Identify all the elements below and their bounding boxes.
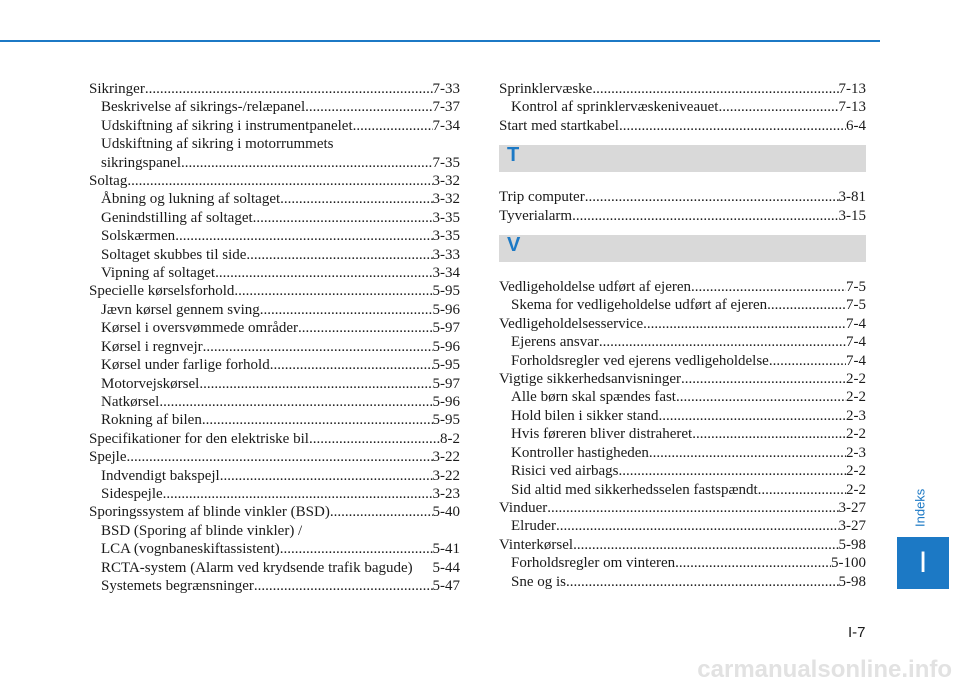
dot-leader: [769, 352, 846, 370]
index-entry-text: Natkørsel: [101, 393, 160, 410]
dot-leader: [202, 411, 433, 429]
index-entry[interactable]: [89, 282, 460, 300]
dot-leader: [270, 356, 433, 374]
index-subentry[interactable]: [499, 407, 866, 425]
index-subentry[interactable]: [89, 411, 460, 429]
dot-leader: [675, 554, 831, 572]
dot-leader: [330, 503, 433, 521]
index-page-ref[interactable]: 8-2: [440, 430, 460, 447]
index-group-t: [499, 188, 866, 225]
index-subentry[interactable]: [499, 481, 866, 499]
dot-leader: [572, 207, 838, 225]
index-entry[interactable]: [89, 503, 460, 521]
index-page-ref[interactable]: 3-34: [432, 265, 460, 282]
index-page-ref[interactable]: 3-22: [432, 467, 460, 484]
section-header-v: [499, 235, 866, 262]
index-subentry[interactable]: [89, 301, 460, 319]
index-entry-text: Vipning af soltaget: [101, 265, 216, 282]
index-entry-text: Solskærmen: [101, 228, 176, 245]
index-subentry[interactable]: [499, 554, 866, 572]
index-subentry[interactable]: [89, 117, 460, 135]
index-entry-text: Vinduer: [499, 499, 548, 516]
index-page-ref[interactable]: 5-96: [432, 338, 460, 355]
index-entry-text: sikringspanel: [101, 154, 181, 171]
dot-leader: [175, 227, 432, 245]
index-entry-text: LCA (vognbaneskiftassistent): [101, 541, 280, 558]
index-entry[interactable]: [499, 207, 866, 225]
dot-leader: [767, 296, 846, 314]
dot-leader: [181, 154, 433, 172]
index-entry-text: Sporingssystem af blinde vinkler (BSD): [89, 504, 330, 521]
index-page-ref[interactable]: 3-33: [432, 246, 460, 263]
index-entry-text: Specifikationer for den elektriske bil: [89, 430, 309, 447]
index-entry-text: Sid altid med sikkerhedsselen fastspændt: [511, 481, 758, 498]
index-page-ref[interactable]: 7-4: [846, 315, 866, 332]
index-page-ref[interactable]: 5-44: [432, 559, 460, 576]
dot-leader: [203, 338, 433, 356]
dot-leader: [234, 282, 432, 300]
watermark-text: carmanualsonline.info: [697, 656, 952, 683]
dot-leader: [592, 80, 838, 98]
index-entry-text: Kørsel i oversvømmede områder: [101, 320, 299, 337]
index-page-ref[interactable]: 7-4: [846, 352, 866, 369]
index-page-ref[interactable]: 5-98: [838, 573, 866, 590]
index-subentry[interactable]: [499, 425, 866, 443]
index-subentry[interactable]: [89, 135, 460, 153]
index-entry-text: Forholdsregler ved ejerens vedligeholdelse: [511, 352, 769, 369]
dot-leader: [163, 485, 433, 503]
index-entry[interactable]: [499, 80, 866, 98]
dot-leader: [718, 98, 838, 116]
index-page-ref[interactable]: 3-15: [838, 207, 866, 224]
index-entry-text: Sidespejle: [101, 485, 163, 502]
dot-leader: [658, 407, 846, 425]
index-entry[interactable]: [499, 370, 866, 388]
index-entry[interactable]: [89, 172, 460, 190]
index-page-ref[interactable]: 7-35: [432, 154, 460, 171]
index-page-ref[interactable]: 3-35: [432, 209, 460, 226]
index-page-ref[interactable]: 3-32: [432, 173, 460, 190]
dot-leader: [566, 573, 838, 591]
index-subentry[interactable]: [89, 375, 460, 393]
dot-leader: [145, 80, 433, 98]
index-entry-text: Systemets begrænsninger: [101, 577, 254, 594]
index-page-ref[interactable]: 3-27: [838, 499, 866, 516]
index-page-ref[interactable]: 3-81: [838, 189, 866, 206]
index-entry-text: Ejerens ansvar: [511, 334, 599, 351]
dot-leader: [215, 264, 432, 282]
dot-leader: [585, 188, 839, 206]
index-page-ref[interactable]: 5-97: [432, 375, 460, 392]
index-page-ref[interactable]: 2-2: [846, 463, 866, 480]
index-page-ref[interactable]: 2-2: [846, 389, 866, 406]
index-page-ref[interactable]: 7-4: [846, 334, 866, 351]
top-rule: [0, 40, 880, 42]
index-page-ref[interactable]: 2-3: [846, 444, 866, 461]
index-entry-text: Tyverialarm: [499, 207, 573, 224]
index-entry[interactable]: [499, 278, 866, 296]
index-subentry[interactable]: [89, 522, 460, 540]
index-entry-text: Kontrol af sprinklervæskeniveauet: [511, 99, 719, 116]
index-subentry[interactable]: [89, 393, 460, 411]
dot-leader: [643, 315, 846, 333]
index-subentry[interactable]: [89, 559, 460, 577]
index-entry-text: Risici ved airbags: [511, 463, 619, 480]
dot-leader: [199, 375, 432, 393]
index-subentry[interactable]: [89, 154, 460, 172]
dot-leader: [159, 393, 432, 411]
index-page-ref[interactable]: 5-96: [432, 301, 460, 318]
index-entry-text: Soltaget skubbes til side: [101, 246, 247, 263]
index-entry-text: Kørsel i regnvejr: [101, 338, 203, 355]
index-group-s-continued: [499, 80, 866, 135]
index-column-right: [499, 80, 866, 591]
index-page-ref[interactable]: 5-41: [432, 541, 460, 558]
index-page-ref[interactable]: 3-23: [432, 485, 460, 502]
index-page-ref[interactable]: 3-32: [432, 191, 460, 208]
index-subentry[interactable]: [89, 209, 460, 227]
index-subentry[interactable]: [89, 264, 460, 282]
section-letter-t: T: [507, 144, 520, 167]
dot-leader: [681, 370, 846, 388]
index-entry-text: Udskiftning af sikring i motorrummets: [101, 136, 334, 153]
index-page-ref[interactable]: 3-27: [838, 518, 866, 535]
index-entry-text: Skema for vedligeholdelse udført af ejeren: [511, 297, 768, 314]
dot-leader: [260, 301, 433, 319]
index-entry-text: Indvendigt bakspejl: [101, 467, 220, 484]
index-page-ref[interactable]: 5-40: [432, 504, 460, 521]
index-entry[interactable]: [499, 188, 866, 206]
index-subentry[interactable]: [499, 444, 866, 462]
index-subentry[interactable]: [499, 573, 866, 591]
index-subentry[interactable]: [89, 356, 460, 374]
index-page-ref[interactable]: 5-98: [838, 536, 866, 553]
index-subentry[interactable]: [89, 319, 460, 337]
index-entry-text: Specielle kørselsforhold: [89, 283, 235, 300]
dot-leader: [280, 540, 433, 558]
index-subentry[interactable]: [89, 338, 460, 356]
index-entry-text: Sne og is: [511, 573, 567, 590]
index-page-ref[interactable]: 5-95: [432, 357, 460, 374]
index-page-ref[interactable]: 5-47: [432, 577, 460, 594]
dot-leader: [547, 499, 838, 517]
index-entry-text: Kontroller hastigheden: [511, 444, 649, 461]
index-page-ref[interactable]: 5-96: [432, 393, 460, 410]
index-subentry[interactable]: [499, 388, 866, 406]
dot-leader: [298, 319, 432, 337]
index-page-ref[interactable]: 2-2: [846, 371, 866, 388]
dot-leader: [127, 172, 432, 190]
dot-leader: [692, 425, 846, 443]
index-entry-text: BSD (Sporing af blinde vinkler) /: [101, 522, 303, 539]
dot-leader: [556, 517, 839, 535]
dot-leader: [573, 536, 838, 554]
index-subentry[interactable]: [89, 227, 460, 245]
index-subentry[interactable]: [89, 540, 460, 558]
index-entry[interactable]: [499, 536, 866, 554]
dot-leader: [618, 462, 846, 480]
dot-leader: [649, 444, 846, 462]
index-page-ref[interactable]: 2-2: [846, 426, 866, 443]
section-letter-v: V: [507, 234, 521, 257]
section-header-t: [499, 145, 866, 172]
index-entry-text: Vedligeholdelsesservice: [499, 315, 644, 332]
dot-leader: [619, 117, 846, 135]
index-subentry[interactable]: [89, 98, 460, 116]
index-page-ref[interactable]: 2-2: [846, 481, 866, 498]
index-page-ref[interactable]: 3-22: [432, 449, 460, 466]
index-subentry[interactable]: [499, 352, 866, 370]
dot-leader: [691, 278, 846, 296]
index-entry-text: Spejle: [89, 449, 127, 466]
index-subentry[interactable]: [499, 296, 866, 314]
index-page-ref[interactable]: 7-5: [846, 279, 866, 296]
dot-leader: [353, 117, 433, 135]
index-subentry[interactable]: [89, 190, 460, 208]
index-group-v: [499, 278, 866, 591]
side-tab-letter[interactable]: I: [897, 537, 949, 589]
index-entry-text: Forholdsregler om vinteren: [511, 555, 676, 572]
dot-leader: [599, 333, 846, 351]
index-entry[interactable]: [499, 315, 866, 333]
index-page-ref[interactable]: 5-95: [432, 412, 460, 429]
index-entry-text: Motorvejskørsel: [101, 375, 200, 392]
dot-leader: [127, 448, 433, 466]
index-page-ref[interactable]: 7-5: [846, 297, 866, 314]
side-tab-label[interactable]: Indeks: [912, 488, 928, 528]
index-entry-text: Sikringer: [89, 81, 145, 97]
index-entry-text: Kørsel under farlige forhold: [101, 357, 270, 374]
dot-leader: [758, 481, 846, 499]
index-subentry[interactable]: [89, 485, 460, 503]
index-subentry[interactable]: [89, 577, 460, 595]
index-page-ref[interactable]: 5-95: [432, 283, 460, 300]
index-page-ref[interactable]: 6-4: [846, 117, 866, 134]
dot-leader: [676, 388, 846, 406]
dot-leader: [220, 467, 433, 485]
index-entry-text: Rokning af bilen: [101, 412, 202, 429]
index-entry-text: Hold bilen i sikker stand: [511, 407, 659, 424]
index-page-ref[interactable]: 3-35: [432, 228, 460, 245]
index-page-ref[interactable]: 7-13: [838, 81, 866, 97]
index-entry[interactable]: [499, 117, 866, 135]
dot-leader: [305, 98, 432, 116]
index-entry-text: Vedligeholdelse udført af ejeren: [499, 279, 692, 296]
index-entry-text: Jævn kørsel gennem sving: [101, 301, 260, 318]
index-page-ref[interactable]: 7-13: [838, 99, 866, 116]
index-subentry[interactable]: [89, 246, 460, 264]
index-entry[interactable]: [89, 430, 460, 448]
index-page-ref[interactable]: 2-3: [846, 407, 866, 424]
index-entry-text: Åbning og lukning af soltaget: [101, 191, 281, 208]
index-entry-text: Vigtige sikkerhedsanvisninger: [499, 371, 681, 388]
index-subentry[interactable]: [499, 517, 866, 535]
index-page-ref[interactable]: 7-34: [432, 117, 460, 134]
index-entry-text: RCTA-system (Alarm ved krydsende trafik bagude): [101, 559, 413, 576]
index-entry-text: Vinterkørsel: [499, 536, 574, 553]
index-entry[interactable]: [89, 80, 460, 98]
dot-leader: [280, 190, 432, 208]
index-entry-text: Genindstilling af soltaget: [101, 209, 253, 226]
index-entry-text: Sprinklervæske: [499, 81, 593, 97]
index-page-ref[interactable]: 7-37: [432, 99, 460, 116]
index-entry-text: Alle børn skal spændes fast: [511, 389, 676, 406]
dot-leader: [254, 577, 433, 595]
index-subentry[interactable]: [499, 98, 866, 116]
index-entry-text: Hvis føreren bliver distraheret: [511, 426, 693, 443]
dot-leader: [253, 209, 433, 227]
index-page-ref[interactable]: 5-100: [831, 555, 866, 572]
index-entry[interactable]: [499, 499, 866, 517]
dot-leader: [246, 246, 432, 264]
index-entry-text: Soltag: [89, 173, 128, 190]
index-subentry[interactable]: [499, 462, 866, 480]
index-entry-text: Start med startkabel: [499, 117, 619, 134]
index-entry-text: Trip computer: [499, 189, 585, 206]
dot-leader: [309, 430, 440, 448]
index-column-left: [89, 80, 460, 595]
index-entry-text: Elruder: [511, 518, 556, 535]
page-number: I-7: [848, 624, 866, 641]
index-entry-text: Udskiftning af sikring i instrumentpanelet: [101, 117, 353, 134]
index-page-ref[interactable]: 5-97: [432, 320, 460, 337]
index-page-ref[interactable]: 7-33: [432, 81, 460, 97]
index-entry[interactable]: [89, 448, 460, 466]
index-subentry[interactable]: [499, 333, 866, 351]
index-entry-text: Beskrivelse af sikrings-/relæpanel: [101, 99, 306, 116]
index-subentry[interactable]: [89, 467, 460, 485]
